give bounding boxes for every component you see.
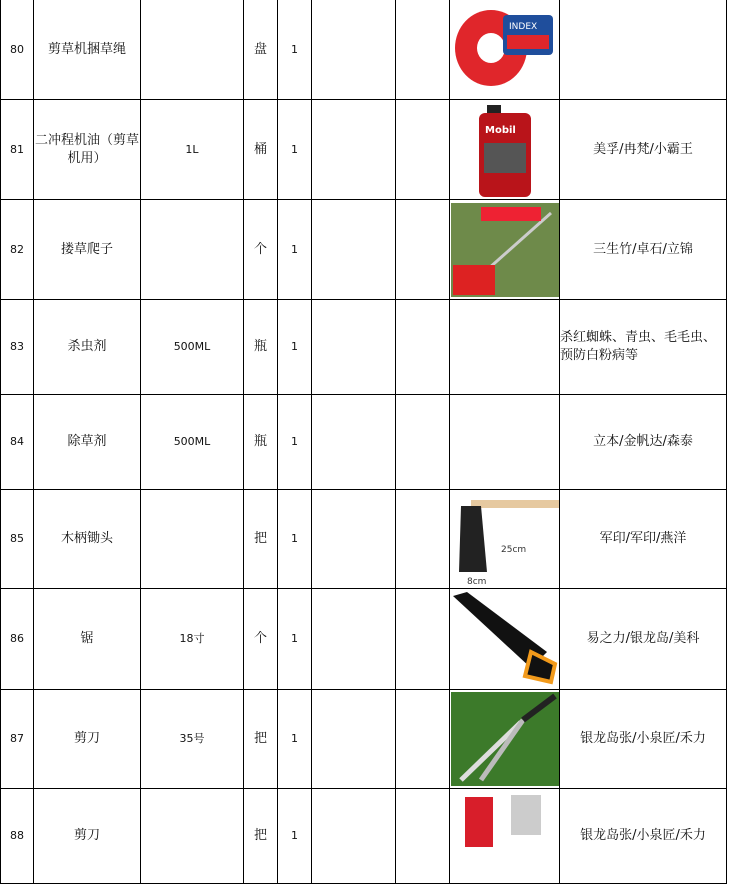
empty-cell[interactable] xyxy=(312,690,396,789)
item-quantity[interactable]: 1 xyxy=(278,100,312,200)
item-unit[interactable]: 把 xyxy=(244,789,278,884)
item-name[interactable]: 二冲程机油（剪草机用） xyxy=(34,100,141,200)
row-number[interactable]: 86 xyxy=(1,589,34,690)
row-number[interactable]: 88 xyxy=(1,789,34,884)
svg-text:INDEX: INDEX xyxy=(508,21,537,32)
item-name[interactable]: 木柄锄头 xyxy=(34,490,141,589)
item-spec[interactable] xyxy=(141,490,244,589)
item-unit[interactable]: 把 xyxy=(244,490,278,589)
item-unit[interactable]: 把 xyxy=(244,690,278,789)
item-image-cell[interactable] xyxy=(450,200,560,300)
item-image-cell[interactable] xyxy=(450,100,560,200)
row-number[interactable]: 81 xyxy=(1,100,34,200)
empty-cell[interactable] xyxy=(396,690,450,789)
row-number[interactable]: 80 xyxy=(1,0,34,100)
empty-cell[interactable] xyxy=(396,200,450,300)
item-quantity[interactable]: 1 xyxy=(278,589,312,690)
item-spec[interactable]: 500ML xyxy=(141,300,244,395)
table-row xyxy=(1,589,727,690)
item-quantity[interactable]: 1 xyxy=(278,789,312,884)
item-quantity[interactable]: 1 xyxy=(278,200,312,300)
item-unit[interactable]: 盘 xyxy=(244,0,278,100)
empty-cell[interactable] xyxy=(396,300,450,395)
item-image-cell[interactable] xyxy=(450,0,560,100)
row-number[interactable]: 87 xyxy=(1,690,34,789)
item-spec[interactable]: 1L xyxy=(141,100,244,200)
product-image xyxy=(451,789,559,883)
item-spec[interactable] xyxy=(141,200,244,300)
empty-cell[interactable] xyxy=(312,789,396,884)
empty-cell[interactable] xyxy=(312,589,396,690)
item-unit[interactable]: 个 xyxy=(244,200,278,300)
table-row xyxy=(1,0,727,100)
table-row xyxy=(1,200,727,300)
item-quantity[interactable]: 1 xyxy=(278,490,312,589)
item-quantity[interactable]: 1 xyxy=(278,690,312,789)
empty-cell[interactable] xyxy=(312,0,396,100)
item-unit[interactable]: 个 xyxy=(244,589,278,690)
product-image xyxy=(451,492,559,586)
item-spec[interactable]: 500ML xyxy=(141,395,244,490)
product-image xyxy=(451,103,559,197)
item-name[interactable]: 杀虫剂 xyxy=(34,300,141,395)
table-row xyxy=(1,490,727,589)
item-brand[interactable]: 易之力/银龙岛/美科 xyxy=(560,589,727,690)
row-number[interactable]: 83 xyxy=(1,300,34,395)
item-brand[interactable]: 立本/金帆达/森泰 xyxy=(560,395,727,490)
empty-cell[interactable] xyxy=(396,100,450,200)
empty-cell[interactable] xyxy=(312,300,396,395)
svg-text:8cm: 8cm xyxy=(466,577,486,586)
item-name[interactable]: 搂草爬子 xyxy=(34,200,141,300)
item-brand[interactable]: 银龙岛张/小泉匠/禾力 xyxy=(560,690,727,789)
empty-cell[interactable] xyxy=(396,0,450,100)
row-number[interactable]: 82 xyxy=(1,200,34,300)
empty-cell[interactable] xyxy=(312,395,396,490)
item-image-cell[interactable] xyxy=(450,789,560,884)
item-brand[interactable] xyxy=(560,0,727,100)
item-name[interactable]: 锯 xyxy=(34,589,141,690)
table-row xyxy=(1,690,727,789)
svg-text:Mobil: Mobil xyxy=(484,124,516,136)
item-name[interactable]: 除草剂 xyxy=(34,395,141,490)
item-quantity[interactable]: 1 xyxy=(278,300,312,395)
product-image xyxy=(451,3,559,97)
item-quantity[interactable]: 1 xyxy=(278,395,312,490)
item-image-cell[interactable] xyxy=(450,589,560,690)
product-image xyxy=(451,592,559,686)
item-spec[interactable]: 35号 xyxy=(141,690,244,789)
item-brand[interactable]: 军印/军印/燕洋 xyxy=(560,490,727,589)
empty-cell[interactable] xyxy=(312,200,396,300)
item-name[interactable]: 剪草机捆草绳 xyxy=(34,0,141,100)
table-row xyxy=(1,395,727,490)
item-unit[interactable]: 瓶 xyxy=(244,300,278,395)
item-spec[interactable]: 18寸 xyxy=(141,589,244,690)
item-image-cell[interactable] xyxy=(450,395,560,490)
item-brand[interactable]: 杀红蜘蛛、青虫、毛毛虫、 预防白粉病等 xyxy=(560,300,727,395)
item-unit[interactable]: 桶 xyxy=(244,100,278,200)
row-number[interactable]: 84 xyxy=(1,395,34,490)
item-brand[interactable]: 银龙岛张/小泉匠/禾力 xyxy=(560,789,727,884)
item-brand[interactable]: 美孚/冉梵/小霸王 xyxy=(560,100,727,200)
empty-cell[interactable] xyxy=(396,490,450,589)
table-row xyxy=(1,100,727,200)
empty-cell[interactable] xyxy=(396,789,450,884)
item-image-cell[interactable] xyxy=(450,490,560,589)
item-spec[interactable] xyxy=(141,0,244,100)
item-brand[interactable]: 三生竹/卓石/立锦 xyxy=(560,200,727,300)
row-number[interactable]: 85 xyxy=(1,490,34,589)
item-image-cell[interactable] xyxy=(450,300,560,395)
empty-cell[interactable] xyxy=(312,100,396,200)
item-image-cell[interactable] xyxy=(450,690,560,789)
table-row xyxy=(1,300,727,395)
table-row xyxy=(1,789,727,884)
product-image xyxy=(451,692,559,786)
product-image xyxy=(451,203,559,297)
item-name[interactable]: 剪刀 xyxy=(34,789,141,884)
item-spec[interactable] xyxy=(141,789,244,884)
item-unit[interactable]: 瓶 xyxy=(244,395,278,490)
empty-cell[interactable] xyxy=(396,395,450,490)
item-quantity[interactable]: 1 xyxy=(278,0,312,100)
empty-cell[interactable] xyxy=(396,589,450,690)
empty-cell[interactable] xyxy=(312,490,396,589)
item-name[interactable]: 剪刀 xyxy=(34,690,141,789)
svg-text:25cm: 25cm xyxy=(500,545,526,555)
